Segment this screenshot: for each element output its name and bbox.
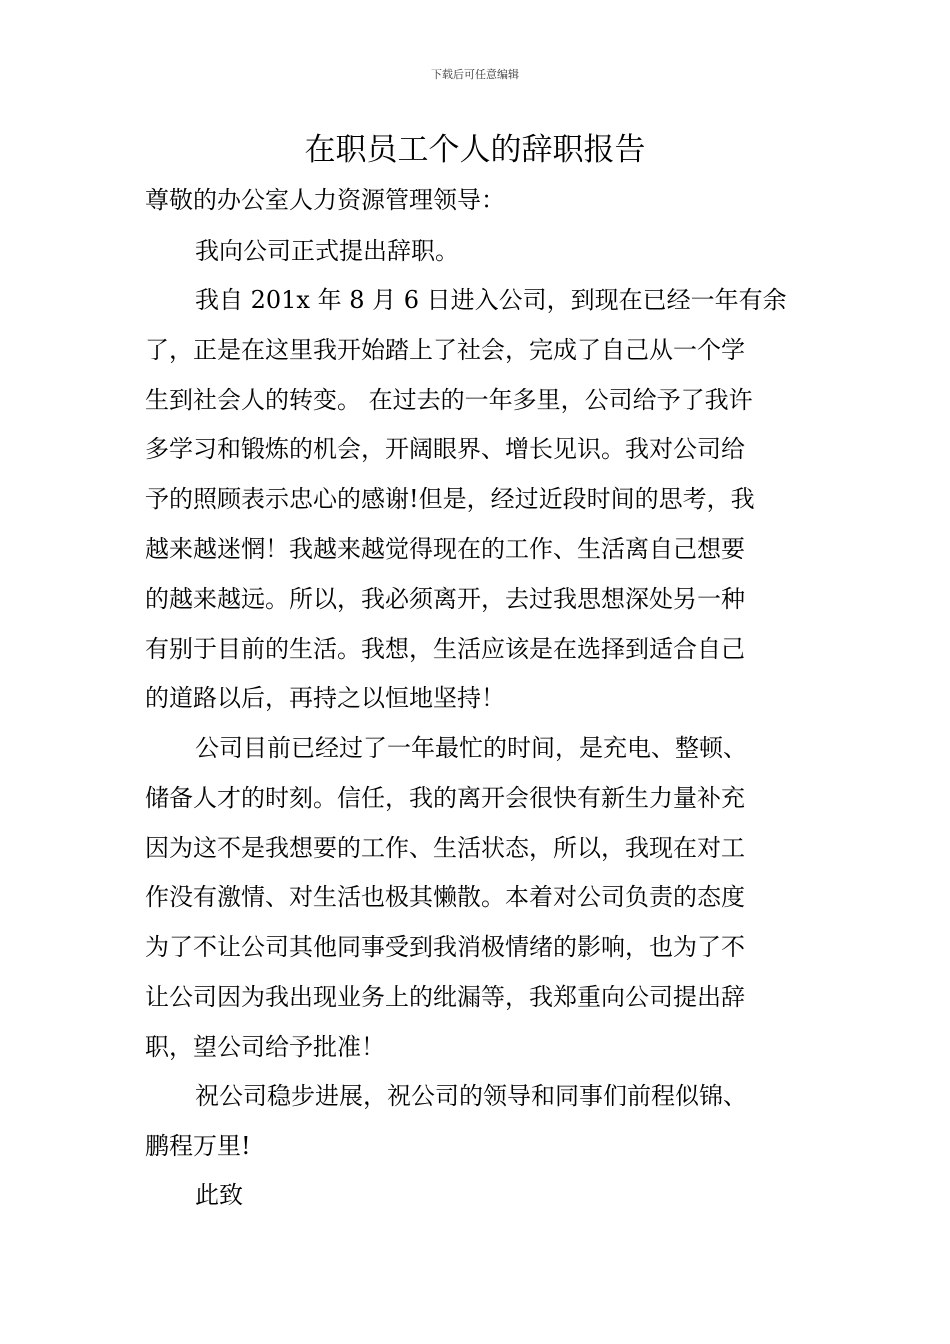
- paragraph-line: 鹏程万里!: [145, 1131, 251, 1160]
- header-note: 下载后可任意编辑: [431, 68, 519, 81]
- paragraph-wishes: [145, 1072, 810, 1172]
- paragraph-line: 作没有激情、对生活也极其懒散。本着对公司负责的态度: [145, 883, 745, 912]
- paragraph-line: 我自 201x 年 8 月 6 日进入公司，到现在已经一年有余: [171, 286, 787, 314]
- salutation: 尊敬的办公室人力资源管理领导：: [145, 186, 505, 214]
- paragraph-line: 多学习和锻炼的机会，开阔眼界、增长见识。我对公司给: [145, 435, 745, 464]
- paragraph-line: 越来越迷惘！我越来越觉得现在的工作、生活离自己想要: [145, 534, 745, 563]
- paragraph-line: 了，正是在这里我开始踏上了社会，完成了自己从一个学: [145, 335, 745, 364]
- intro-paragraph: [195, 227, 860, 277]
- closing-text: 此致: [195, 1181, 243, 1209]
- paragraph-line: 职，望公司给予批准！: [145, 1032, 385, 1061]
- paragraph-line: 予的照顾表示忠心的感谢!但是，经过近段时间的思考，我: [145, 485, 755, 514]
- paragraph-line: 有别于目前的生活。我想，生活应该是在选择到适合自己: [145, 634, 745, 663]
- paragraph-line: 的道路以后，再持之以恒地坚持！: [145, 684, 505, 713]
- paragraph-reason: [145, 724, 810, 1073]
- paragraph-start-date: [145, 276, 810, 724]
- paragraph-line: 让公司因为我出现业务上的纰漏等，我郑重向公司提出辞: [145, 982, 745, 1011]
- intro-line: 我向公司正式提出辞职。: [195, 237, 459, 265]
- paragraph-line: 生到社会人的转变。 在过去的一年多里，公司给予了我许: [145, 385, 753, 414]
- paragraph-line: 的越来越远。所以，我必须离开，去过我思想深处另一种: [145, 584, 745, 613]
- document-title: 在职员工个人的辞职报告: [304, 132, 646, 168]
- paragraph-line: 祝公司稳步进展，祝公司的领导和同事们前程似锦、: [171, 1082, 747, 1110]
- paragraph-line: 储备人才的时刻。信任，我的离开会很快有新生力量补充: [145, 783, 745, 812]
- paragraph-line: 公司目前已经过了一年最忙的时间，是充电、整顿、: [171, 734, 747, 762]
- paragraph-line: 为了不让公司其他同事受到我消极情绪的影响，也为了不: [145, 933, 745, 962]
- paragraph-line: 因为这不是我想要的工作、生活状态，所以，我现在对工: [145, 833, 745, 862]
